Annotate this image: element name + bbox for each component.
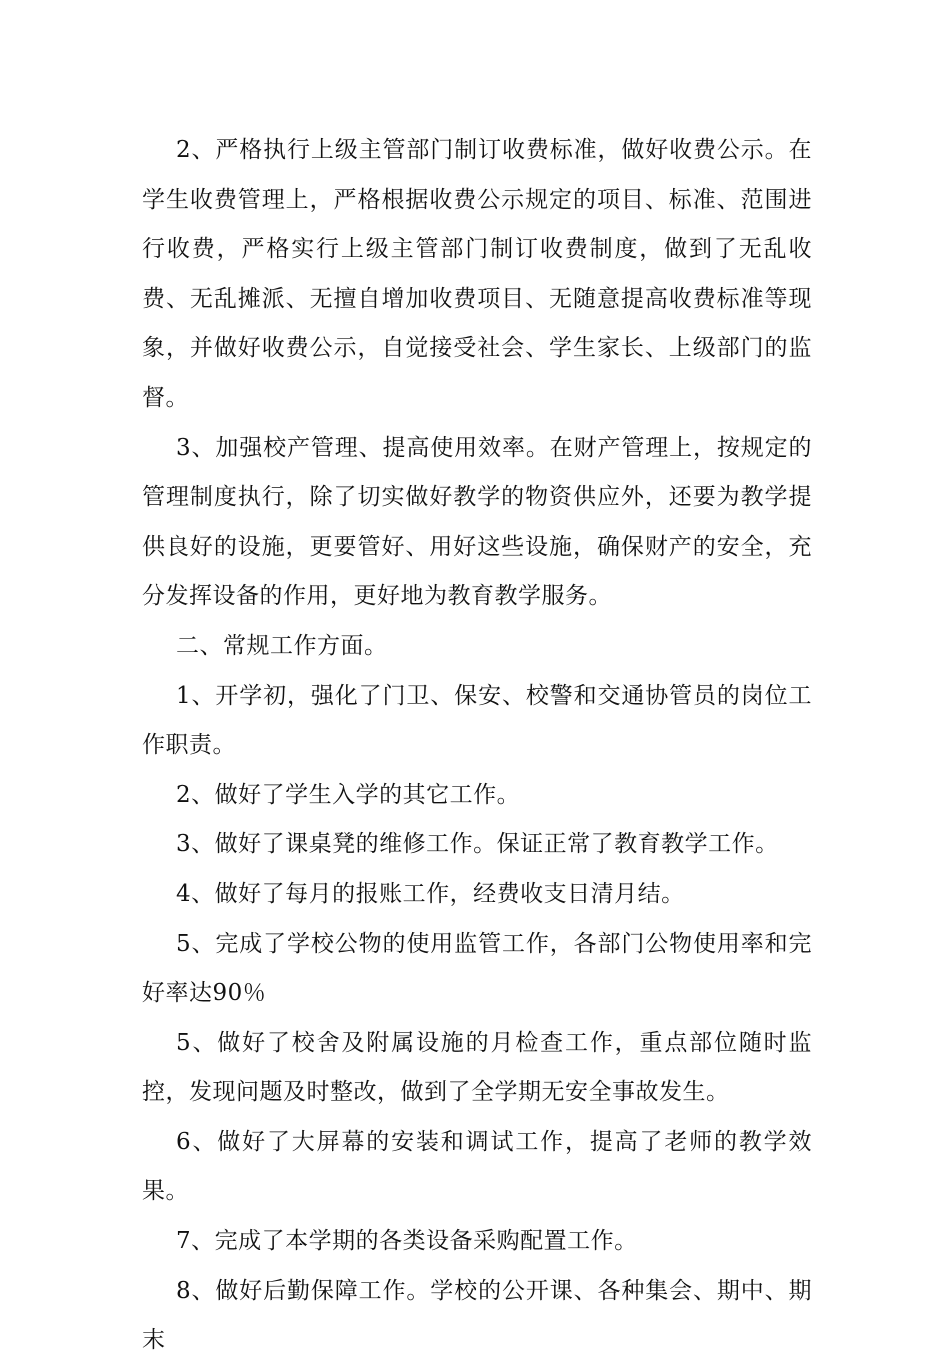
list-item-2: 2、做好了学生入学的其它工作。 <box>176 781 521 808</box>
list-item-8: 8、做好后勤保障工作。学校的公开课、各种集会、期中、期末 <box>142 1277 812 1354</box>
list-item-6: 6、做好了大屏幕的安装和调试工作，提高了老师的教学效果。 <box>142 1128 812 1205</box>
document-body <box>142 126 812 1366</box>
paragraph-assets: 3、加强校产管理、提高使用效率。在财产管理上，按规定的管理制度执行，除了切实做好教学的物资供应外，还要为教学提供良好的设施，更要管好、用好这些设施，确保财产的安全，充分发挥设备的作用，更好地为教育教学服务。 <box>142 434 812 610</box>
list-item-5a: 5、完成了学校公物的使用监管工作，各部门公物使用率和完好率达90％ <box>142 930 812 1007</box>
section-heading-routine-work: 二、常规工作方面。 <box>176 632 388 659</box>
list-item-7: 7、完成了本学期的各类设备采购配置工作。 <box>176 1228 638 1255</box>
list-item-1: 1、开学初，强化了门卫、保安、校警和交通协管员的岗位工作职责。 <box>142 682 812 759</box>
paragraph-fees: 2、严格执行上级主管部门制订收费标准，做好收费公示。在学生收费管理上，严格根据收费公示规定的项目、标准、范围进行收费，严格实行上级主管部门制订收费制度，做到了无乱收费、无乱摊派、无擅自增加收费项目、无随意提高收费标准等现象，并做好收费公示，自觉接受社会、学生家长、上级部门的监督。 <box>142 137 812 411</box>
list-item-5b: 5、做好了校舍及附属设施的月检查工作，重点部位随时监控，发现问题及时整改，做到了全学期无安全事故发生。 <box>142 1029 812 1106</box>
list-item-4: 4、做好了每月的报账工作，经费收支日清月结。 <box>176 880 685 907</box>
list-item-3: 3、做好了课桌凳的维修工作。保证正常了教育教学工作。 <box>176 831 779 858</box>
